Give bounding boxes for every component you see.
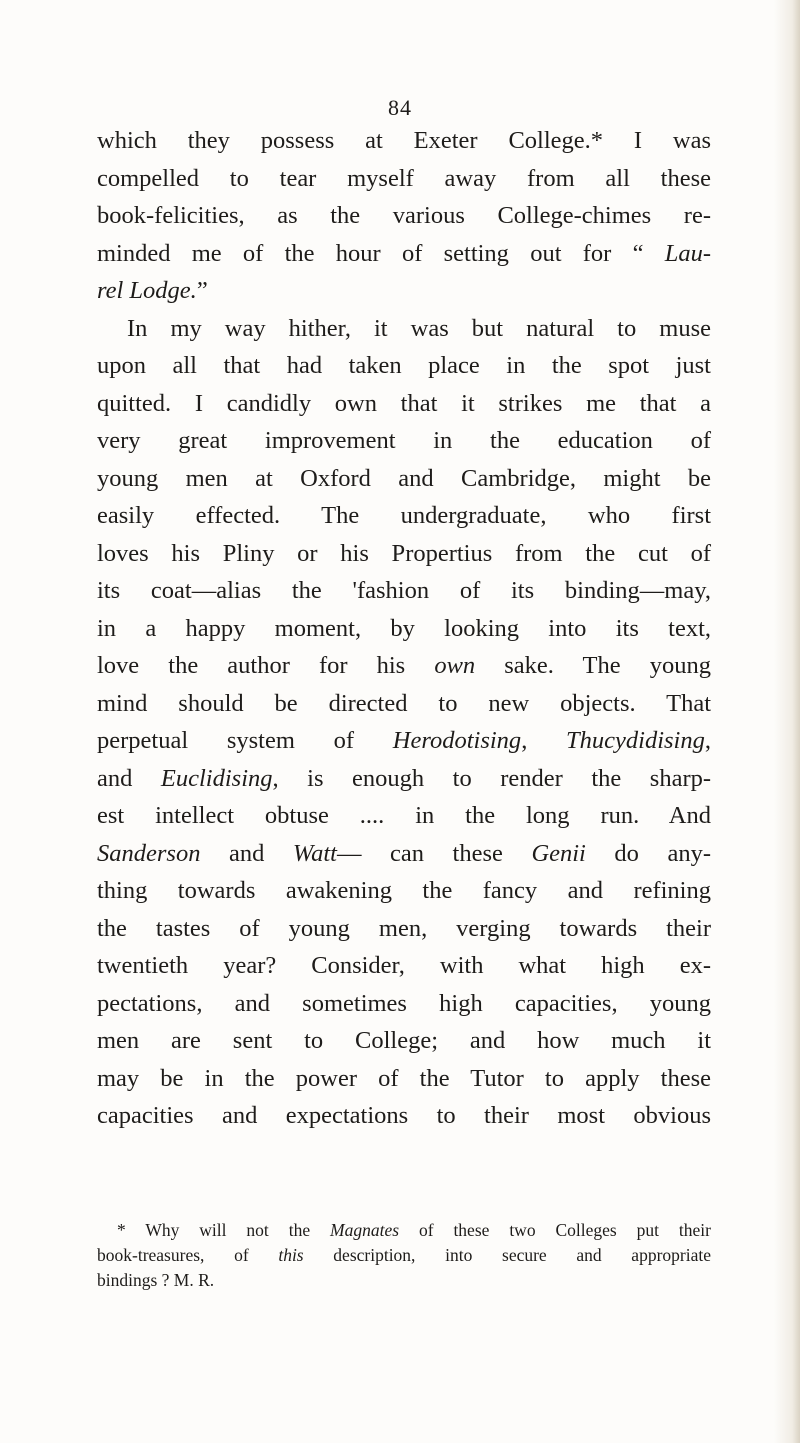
page-number: 84 bbox=[388, 95, 412, 120]
text-line: minded me of the hour of setting out for “ Lau- bbox=[97, 239, 711, 267]
text-line: love the author for his own sake. The young bbox=[97, 652, 711, 679]
text-line: pectations, and sometimes high capacities, young bbox=[97, 989, 711, 1017]
text-line: compelled to tear myself away from all these bbox=[97, 164, 711, 192]
footnote-line: bindings ? M. R. bbox=[97, 1270, 215, 1290]
body-text bbox=[97, 122, 711, 1135]
footnote-line: * Why will not the Magnates of these two Colleges put their bbox=[117, 1220, 711, 1240]
footnote-line: book-treasures, of this description, into secure and appropriate bbox=[97, 1245, 711, 1265]
text-line: quitted. I candidly own that it strikes me that a bbox=[97, 389, 711, 417]
text-line: twentieth year? Consider, with what high ex- bbox=[97, 952, 711, 979]
text-line: mind should be directed to new objects. That bbox=[97, 689, 711, 717]
text-line: and Euclidising, is enough to render the sharp- bbox=[97, 764, 712, 792]
text-line: est intellect obtuse .... in the long run. And bbox=[97, 802, 711, 829]
text-line: In my way hither, it was but natural to muse bbox=[127, 314, 711, 342]
footnote bbox=[97, 1218, 711, 1293]
text-line: Sanderson and Watt— can these Genii do any- bbox=[97, 839, 711, 867]
text-line: the tastes of young men, verging towards their bbox=[97, 914, 711, 942]
text-line: rel Lodge.” bbox=[97, 277, 208, 304]
text-line: may be in the power of the Tutor to apply these bbox=[97, 1064, 711, 1092]
text-line: men are sent to College; and how much it bbox=[97, 1027, 711, 1054]
text-line: which they possess at Exeter College.* I was bbox=[97, 127, 711, 154]
text-line: perpetual system of Herodotising, Thucydidising, bbox=[97, 727, 711, 754]
text-line: its coat—alias the 'fashion of its binding—may, bbox=[97, 577, 711, 604]
page-edge-shadow bbox=[774, 0, 800, 1443]
text-line: very great improvement in the education of bbox=[97, 427, 711, 454]
text-line: loves his Pliny or his Propertius from the cut of bbox=[97, 539, 711, 567]
text-line: capacities and expectations to their most obvious bbox=[97, 1102, 711, 1129]
text-line: upon all that had taken place in the spot just bbox=[97, 352, 711, 379]
text-line: book-felicities, as the various College-chimes re- bbox=[97, 202, 711, 229]
text-line: thing towards awakening the fancy and refining bbox=[97, 877, 711, 904]
text-line: in a happy moment, by looking into its text, bbox=[97, 614, 711, 642]
text-line: young men at Oxford and Cambridge, might be bbox=[97, 464, 711, 492]
text-line: easily effected. The undergraduate, who first bbox=[97, 502, 711, 529]
